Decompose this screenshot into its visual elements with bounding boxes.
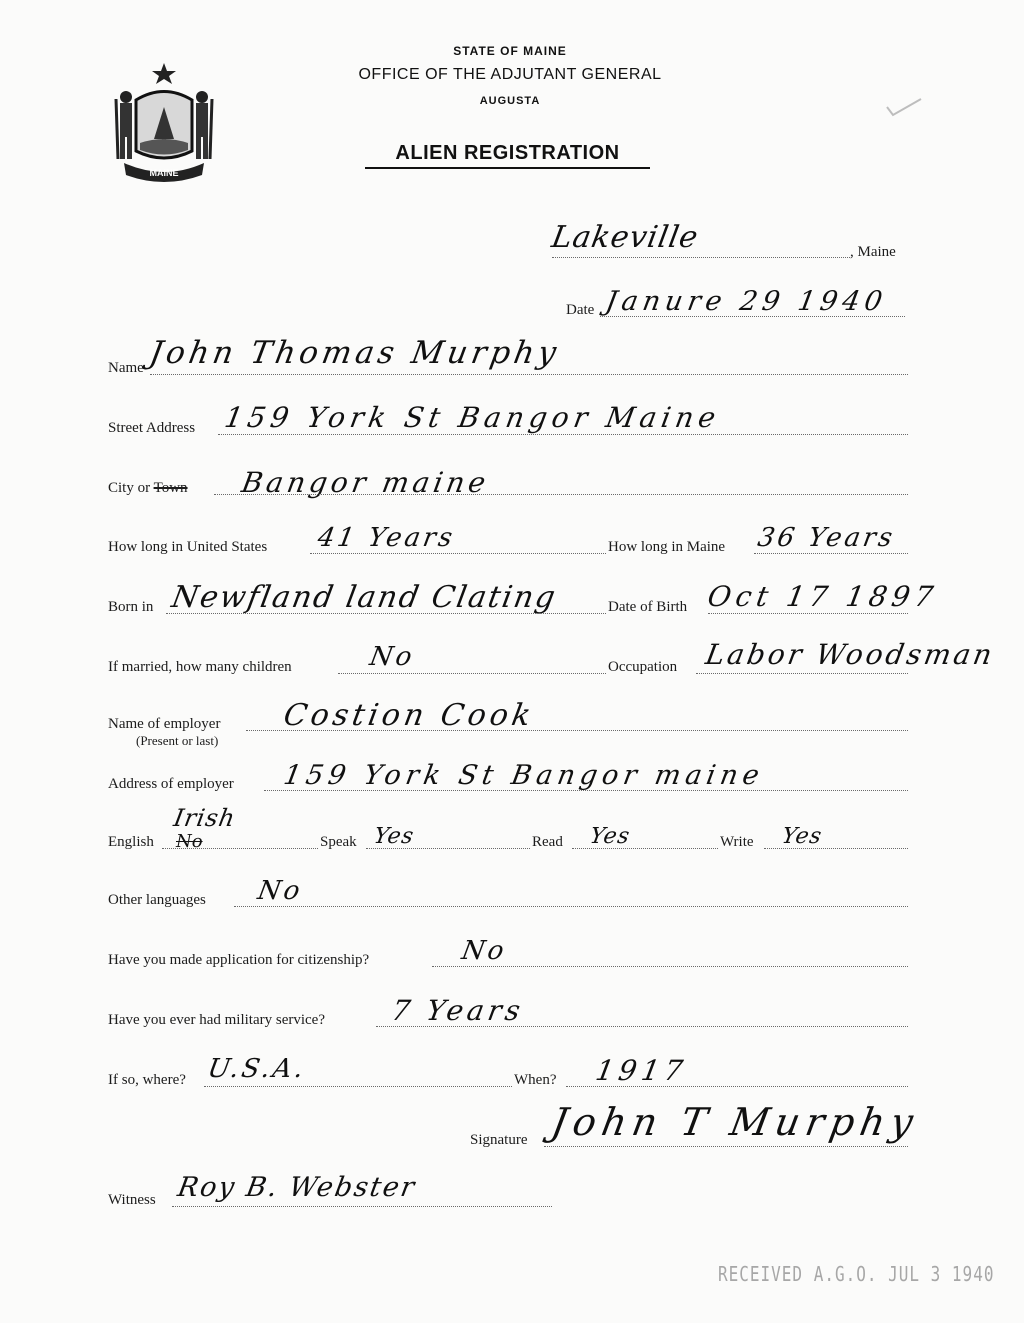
street-address-label: Street Address: [108, 420, 196, 436]
children-label: If married, how many children: [108, 659, 292, 675]
english-value: Irish: [171, 804, 238, 832]
military-value: 7 Years: [389, 994, 527, 1027]
born-in-dotted-line: [166, 613, 606, 614]
name-dotted-line: [150, 374, 908, 375]
read-value: Yes: [587, 824, 633, 849]
employer-value: Costion Cook: [280, 698, 538, 733]
citizenship-value: No: [459, 936, 510, 966]
witness-value: Roy B. Webster: [175, 1172, 419, 1203]
date-dotted-line: [600, 316, 905, 317]
citizenship-dotted-line: [432, 966, 908, 967]
born-in-value: Newfland land Clating: [168, 580, 560, 615]
received-stamp: RECEIVED A.G.O. JUL 3 1940: [718, 1262, 995, 1286]
where-dotted-line: [204, 1086, 512, 1087]
employer-address-value: 159 York St Bangor maine: [281, 760, 767, 791]
header-office: OFFICE OF THE ADJUTANT GENERAL: [358, 66, 662, 83]
read-dotted-line: [572, 848, 718, 849]
header-city: AUGUSTA: [479, 95, 541, 107]
signature-value: John T Murphy: [548, 1100, 923, 1144]
place-value: Lakeville: [548, 220, 702, 255]
years-us-value: 41 Years: [315, 523, 458, 553]
speak-label: Speak: [320, 834, 357, 850]
town-label-struck: Town: [153, 480, 188, 496]
dob-dotted-line: [708, 613, 908, 614]
english-label: English: [108, 834, 154, 850]
maine-state-seal-icon: [106, 55, 222, 185]
signature-label: Signature: [470, 1132, 528, 1148]
write-dotted-line: [764, 848, 908, 849]
when-label: When?: [514, 1072, 557, 1088]
years-us-dotted-line: [310, 553, 606, 554]
children-dotted-line: [338, 673, 606, 674]
seal-scroll-text: MAINE: [149, 168, 179, 178]
witness-dotted-line: [172, 1206, 552, 1207]
when-dotted-line: [566, 1086, 908, 1087]
date-value: Janure 29 1940: [603, 286, 890, 317]
occupation-label: Occupation: [608, 659, 678, 675]
speak-value: Yes: [371, 824, 417, 849]
city-label-prefix: City or: [108, 480, 151, 496]
speak-dotted-line: [366, 848, 530, 849]
employer-sublabel: (Present or last): [136, 733, 219, 748]
employer-address-dotted-line: [264, 790, 908, 791]
where-label: If so, where?: [108, 1072, 186, 1088]
english-struck-value: No: [176, 831, 203, 852]
occupation-dotted-line: [696, 673, 908, 674]
witness-label: Witness: [108, 1192, 156, 1208]
military-label: Have you ever had military service?: [108, 1012, 325, 1028]
when-value: 1917: [593, 1054, 691, 1087]
name-value: John Thomas Murphy: [146, 335, 563, 371]
city-label: [108, 480, 188, 497]
header-state: STATE OF MAINE: [453, 44, 567, 58]
employer-address-label: Address of employer: [108, 776, 234, 792]
name-label: Name: [108, 360, 144, 376]
born-in-label: Born in: [108, 599, 154, 615]
dob-label: Date of Birth: [608, 599, 688, 615]
read-label: Read: [532, 834, 563, 850]
military-dotted-line: [376, 1026, 908, 1027]
place-dotted-line: [552, 257, 850, 258]
check-mark-icon: [885, 95, 925, 120]
city-value: Bangor maine: [239, 466, 493, 499]
other-languages-label: Other languages: [108, 892, 206, 908]
years-maine-label: How long in Maine: [608, 539, 726, 555]
write-label: Write: [720, 834, 754, 850]
other-languages-dotted-line: [234, 906, 908, 907]
where-value: U.S.A.: [205, 1054, 309, 1084]
street-address-dotted-line: [218, 434, 908, 435]
occupation-value: Labor Woodsman: [703, 638, 998, 671]
years-us-label: How long in United States: [108, 539, 268, 555]
city-dotted-line: [214, 494, 908, 495]
employer-label: Name of employer: [108, 716, 221, 732]
street-address-value: 159 York St Bangor Maine: [222, 401, 724, 434]
children-value: No: [367, 642, 418, 672]
write-value: Yes: [779, 824, 825, 849]
signature-dotted-line: [544, 1146, 908, 1147]
employer-dotted-line: [246, 730, 908, 731]
maine-label: , Maine: [850, 244, 896, 260]
years-maine-value: 36 Years: [755, 523, 898, 553]
english-dotted-line: [162, 848, 318, 849]
dob-value: Oct 17 1897: [705, 580, 941, 613]
years-maine-dotted-line: [754, 553, 908, 554]
date-label: Date: [566, 302, 595, 318]
form-title: ALIEN REGISTRATION: [365, 142, 650, 169]
other-languages-value: No: [255, 876, 306, 906]
citizenship-label: Have you made application for citizenship?: [108, 952, 370, 968]
